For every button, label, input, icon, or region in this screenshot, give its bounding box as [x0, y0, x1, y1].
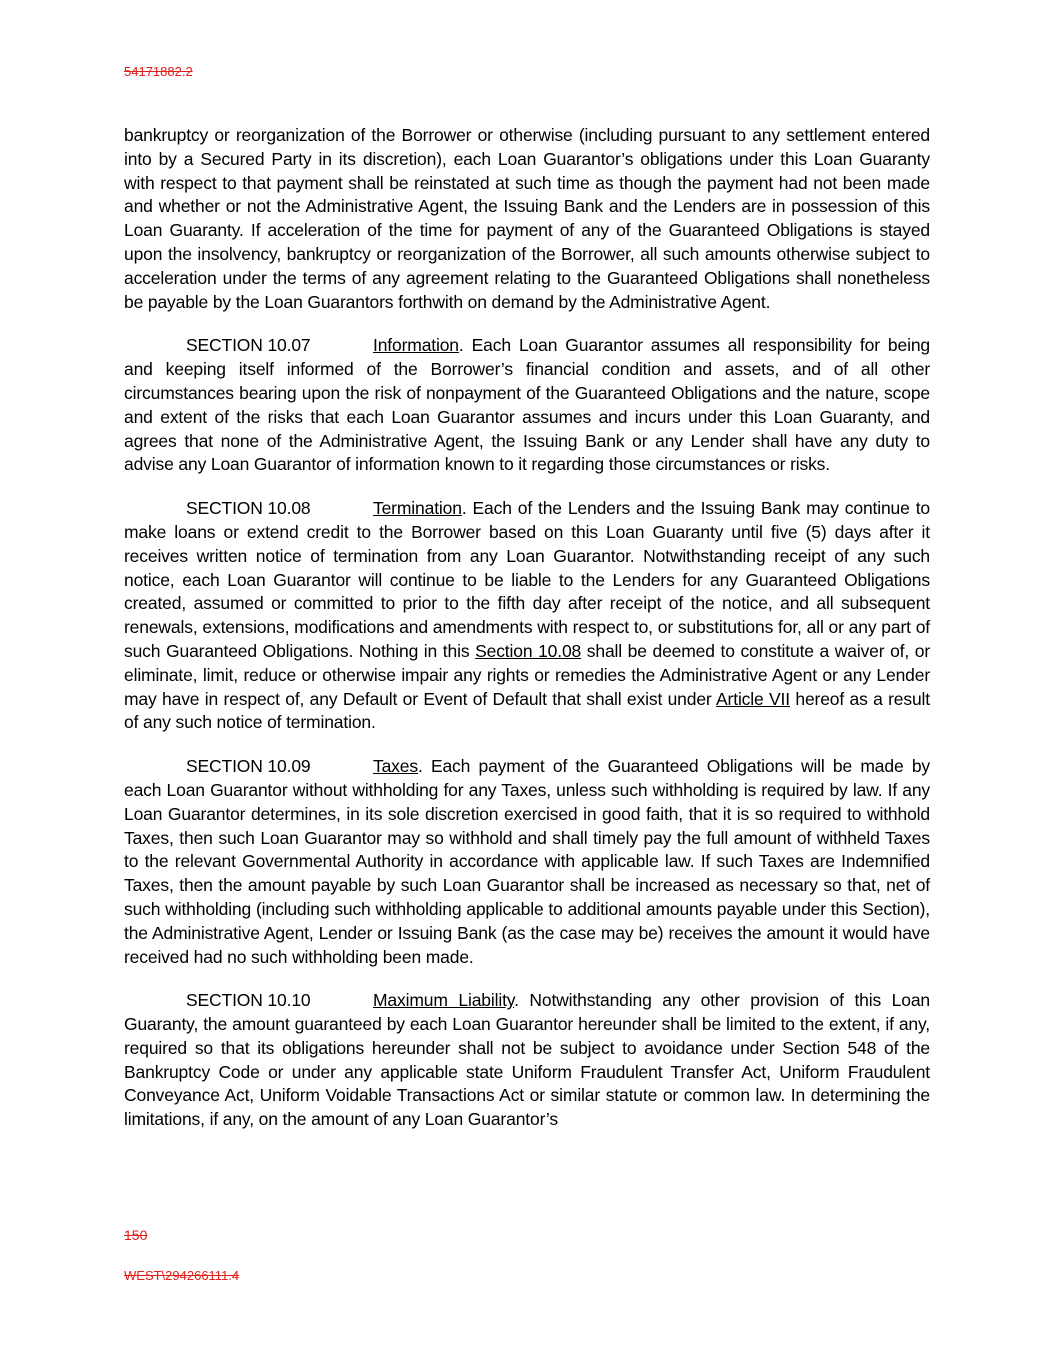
article-cross-reference: Article VII [716, 688, 790, 709]
document-body [124, 124, 930, 1152]
section-number: SECTION 10.10 [186, 990, 311, 1011]
section-10-10 [124, 989, 930, 1132]
section-cross-reference: Section 10.08 [475, 640, 582, 661]
section-10-08 [124, 497, 930, 735]
section-number: SECTION 10.09 [186, 756, 311, 777]
header-doc-id: 54171882.2 [124, 64, 193, 79]
section-number: SECTION 10.08 [186, 498, 311, 519]
section-text: . Each Loan Guarantor assumes all responsibility for being and keeping itself informed of the Borrower’s financial condition and assets, and of all other circumstances bearing upon the risk of nonpayment of the Guaranteed Obligations and the nature, scope and extent of the risks that each Loan Guarantor assumes and incurs under this Loan Guaranty, and agrees that none of the Administrative Agent, the Issuing Bank or any Lender shall have any duty to advise any Loan Guarantor of information known to it regarding those circumstances or risks. [124, 335, 930, 475]
paragraph-continued: bankruptcy or reorganization of the Borrower or otherwise (including pursuant to any settlement entered into by a Secured Party in its discretion), each Loan Guarantor’s obligations under this Loan Guaranty with respect to that payment shall be reinstated at such time as though the payment had not been made and whether or not the Administrative Agent, the Issuing Bank and the Lenders are in possession of this Loan Guaranty. If acceleration of the time for payment of any of the Guaranteed Obligations is stayed upon the insolvency, bankruptcy or reorganization of the Borrower, all such amounts otherwise subject to acceleration under the terms of any agreement relating to the Guaranteed Obligations shall nonetheless be payable by the Loan Guarantors forthwith on demand by the Administrative Agent. [124, 125, 930, 312]
section-text: . Each of the Lenders and the Issuing Bank may continue to make loans or extend credit to the Borrower based on this Loan Guaranty until five (5) days after it receives written notice of termination from any Loan Guarantor. Notwithstanding receipt of any such notice, each Loan Guarantor will continue to be liable to the Lenders for any Guaranteed Obligations created, assumed or committed to prior to the fifth day after receipt of the notice, and all subsequent renewals, extensions, modifications and amendments with respect to, or substitutions for, all or any part of such Guaranteed Obligations. Nothing in this [124, 498, 930, 661]
section-title: Termination [373, 498, 462, 519]
page-number: 150 [124, 1227, 148, 1243]
section-title: Information [373, 335, 459, 356]
section-text: . Notwithstanding any other provision of this Loan Guaranty, the amount guaranteed by each Loan Guarantor hereunder shall be limited to the extent, if any, required so that its obligations hereunder shall not be subject to avoidance under Section 548 of the Bankruptcy Code or under any applicable state Uniform Fraudulent Transfer Act, Uniform Fraudulent Conveyance Act, Uniform Voidable Transactions Act or similar statute or common law. In determining the limitations, if any, on the amount of any Loan Guarantor’s [124, 990, 931, 1130]
section-title: Taxes [373, 756, 418, 777]
section-text: . Each payment of the Guaranteed Obligations will be made by each Loan Guarantor without withholding for any Taxes, unless such withholding is required by law. If any Loan Guarantor determines, in its sole discretion exercised in good faith, that it is so required to withhold Taxes, then such Loan Guarantor may so withhold and shall timely pay the full amount of withheld Taxes to the relevant Governmental Authority in accordance with applicable law. If such Taxes are Indemnified Taxes, then the amount payable by such Loan Guarantor shall be increased as necessary so that, net of such withholding (including such withholding applicable to additional amounts payable under this Section), the Administrative Agent, Lender or Issuing Bank (as the case may be) receives the amount it would have received had no such withholding been made. [124, 756, 930, 967]
section-text: shall be deemed to constitute a waiver of, or eliminate, limit, reduce or otherwise impair any rights or remedies the Administrative Agent or any Lender may have in respect of, any Default or Event of Default that shall exist under [124, 640, 931, 709]
section-text: hereof as a result of any such notice of termination. [124, 688, 930, 733]
section-10-07 [124, 334, 930, 477]
section-number: SECTION 10.07 [186, 335, 311, 356]
section-title: Maximum Liability [373, 990, 515, 1011]
section-10-09 [124, 755, 930, 969]
footer-doc-id: WEST\294266111.4 [124, 1268, 240, 1283]
